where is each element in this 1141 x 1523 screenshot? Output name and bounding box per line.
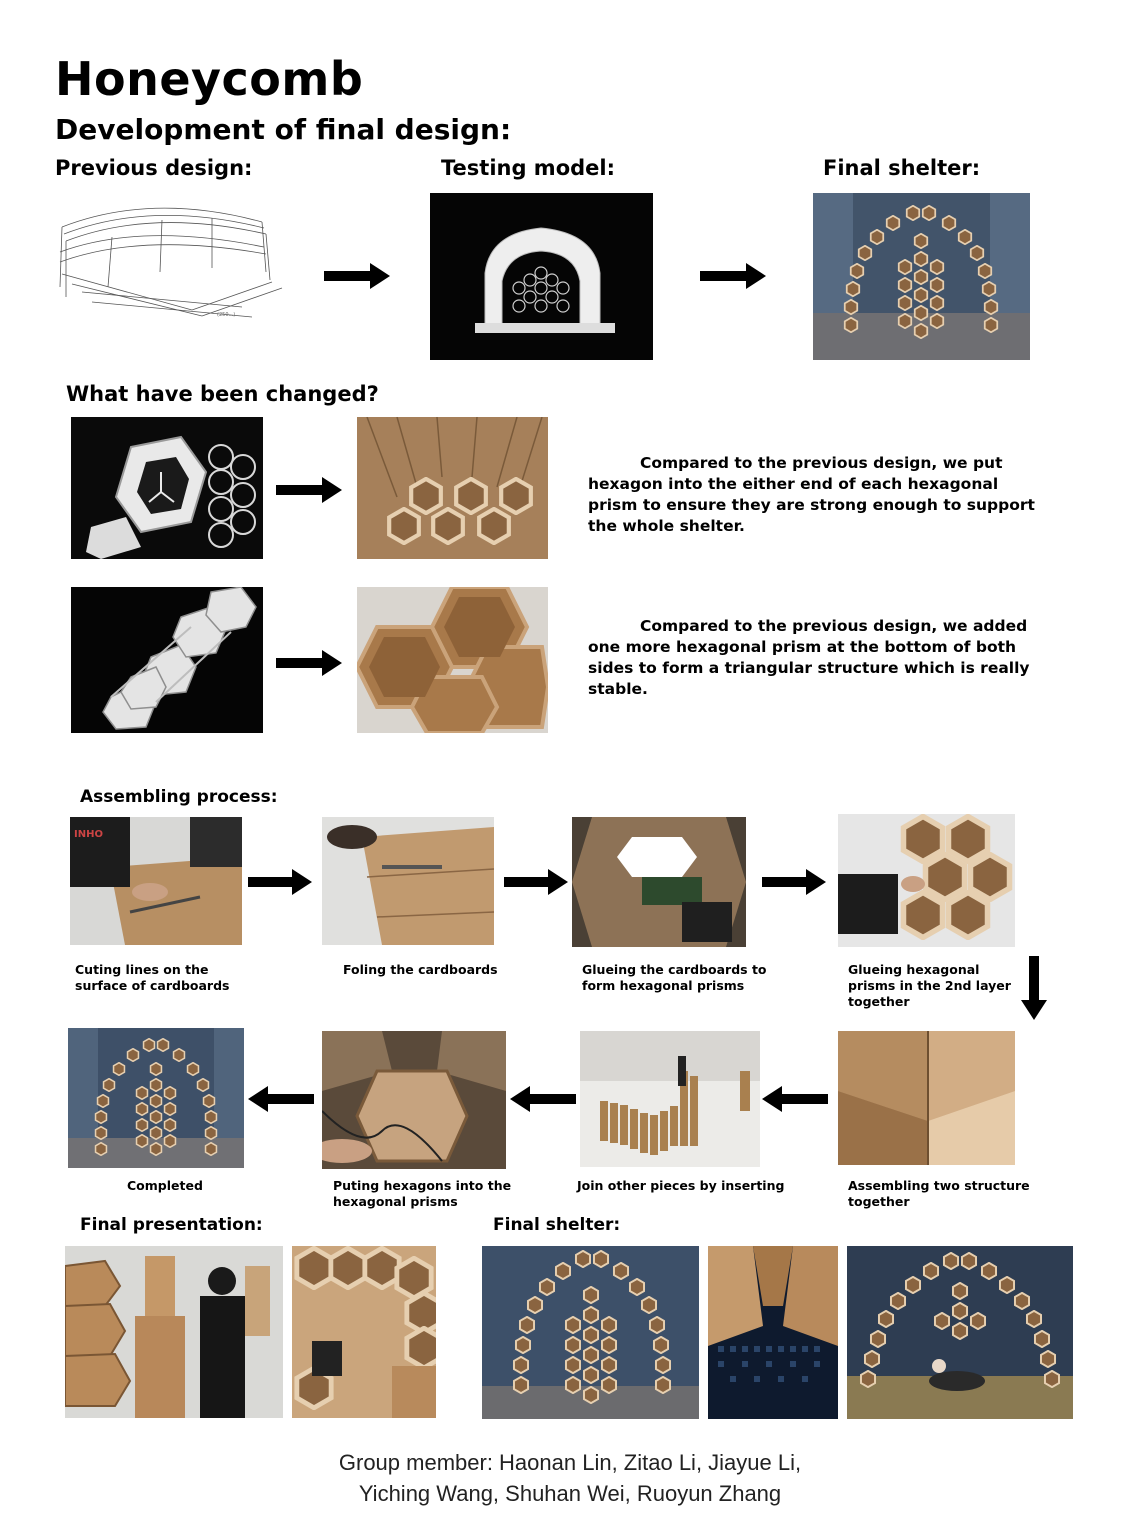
step-7-caption: Puting hexagons into the hexagonal prisms <box>333 1178 512 1209</box>
final-shelter-top-heading: Final shelter: <box>823 156 981 180</box>
step-4-photo <box>838 814 1015 947</box>
final-shelter-photo-3 <box>847 1246 1073 1419</box>
arrow-right-icon <box>762 868 828 896</box>
final-shelter-bottom-heading: Final shelter: <box>493 1215 621 1235</box>
change-2-before-photo <box>71 587 263 733</box>
final-shelter-photo-1 <box>482 1246 699 1419</box>
step-2-photo <box>322 817 494 945</box>
group-members <box>200 1447 940 1509</box>
assembling-heading: Assembling process: <box>80 787 278 807</box>
arrow-right-icon <box>248 868 314 896</box>
step-1-photo <box>70 817 242 945</box>
step-3-photo <box>572 817 746 947</box>
group-members-line-2: Yiching Wang, Shuhan Wei, Ruoyun Zhang <box>358 1481 782 1506</box>
testing-model-heading: Testing model: <box>441 156 615 180</box>
final-presentation-heading: Final presentation: <box>80 1215 263 1235</box>
arrow-left-icon <box>248 1085 314 1113</box>
step-6-photo <box>580 1031 760 1167</box>
step-2-caption: Foling the cardboards <box>343 962 498 977</box>
change-2-description: Compared to the previous design, we added one more hexagonal prism at the bottom of both sides to form a triangular structure which is really stable. <box>588 617 1030 698</box>
testing-model-photo <box>430 193 653 360</box>
arrow-left-icon <box>762 1085 828 1113</box>
step-1-caption: Cuting lines on the surface of cardboards <box>75 962 230 993</box>
step-5-caption: Assembling two structure together <box>848 1178 1030 1209</box>
step-8-caption: Completed <box>127 1178 203 1193</box>
final-presentation-photo-1 <box>65 1246 283 1418</box>
arrow-right-icon <box>276 476 344 504</box>
final-shelter-photo-2 <box>708 1246 838 1419</box>
final-shelter-top-photo <box>813 193 1030 360</box>
final-presentation-photo-2 <box>292 1246 436 1418</box>
previous-design-sketch <box>52 192 286 332</box>
arrow-right-icon <box>700 262 768 290</box>
arrow-left-icon <box>510 1085 576 1113</box>
step-5-photo <box>838 1031 1015 1165</box>
change-1-before-photo <box>71 417 263 559</box>
change-1-after-photo <box>357 417 548 559</box>
arrow-right-icon <box>324 262 392 290</box>
arrow-right-icon <box>504 868 570 896</box>
step-6-caption: Join other pieces by inserting <box>577 1178 785 1193</box>
change-1-description: Compared to the previous design, we put hexagon into the either end of each hexagonal prism to ensure they are strong enough to support the whole shelter. <box>588 454 1035 535</box>
arrow-right-icon <box>276 649 344 677</box>
arrow-down-icon <box>1020 956 1048 1022</box>
previous-design-heading: Previous design: <box>55 156 253 180</box>
step-7-photo <box>322 1031 506 1169</box>
step-4-caption: Glueing hexagonal prisms in the 2nd layer together <box>848 962 1011 1009</box>
changes-heading: What have been changed? <box>66 382 379 406</box>
page-subtitle: Development of final design: <box>55 113 512 146</box>
step-3-caption: Glueing the cardboards to form hexagonal prisms <box>582 962 767 993</box>
change-2-after-photo <box>357 587 548 733</box>
svg-text:(250...): (250...) <box>217 312 236 318</box>
step-8-photo <box>68 1028 244 1168</box>
page-title: Honeycomb <box>55 52 364 106</box>
svg-text:INHO: INHO <box>74 829 103 840</box>
group-members-line-1: Group member: Haonan Lin, Zitao Li, Jiayue Li, <box>338 1450 802 1475</box>
